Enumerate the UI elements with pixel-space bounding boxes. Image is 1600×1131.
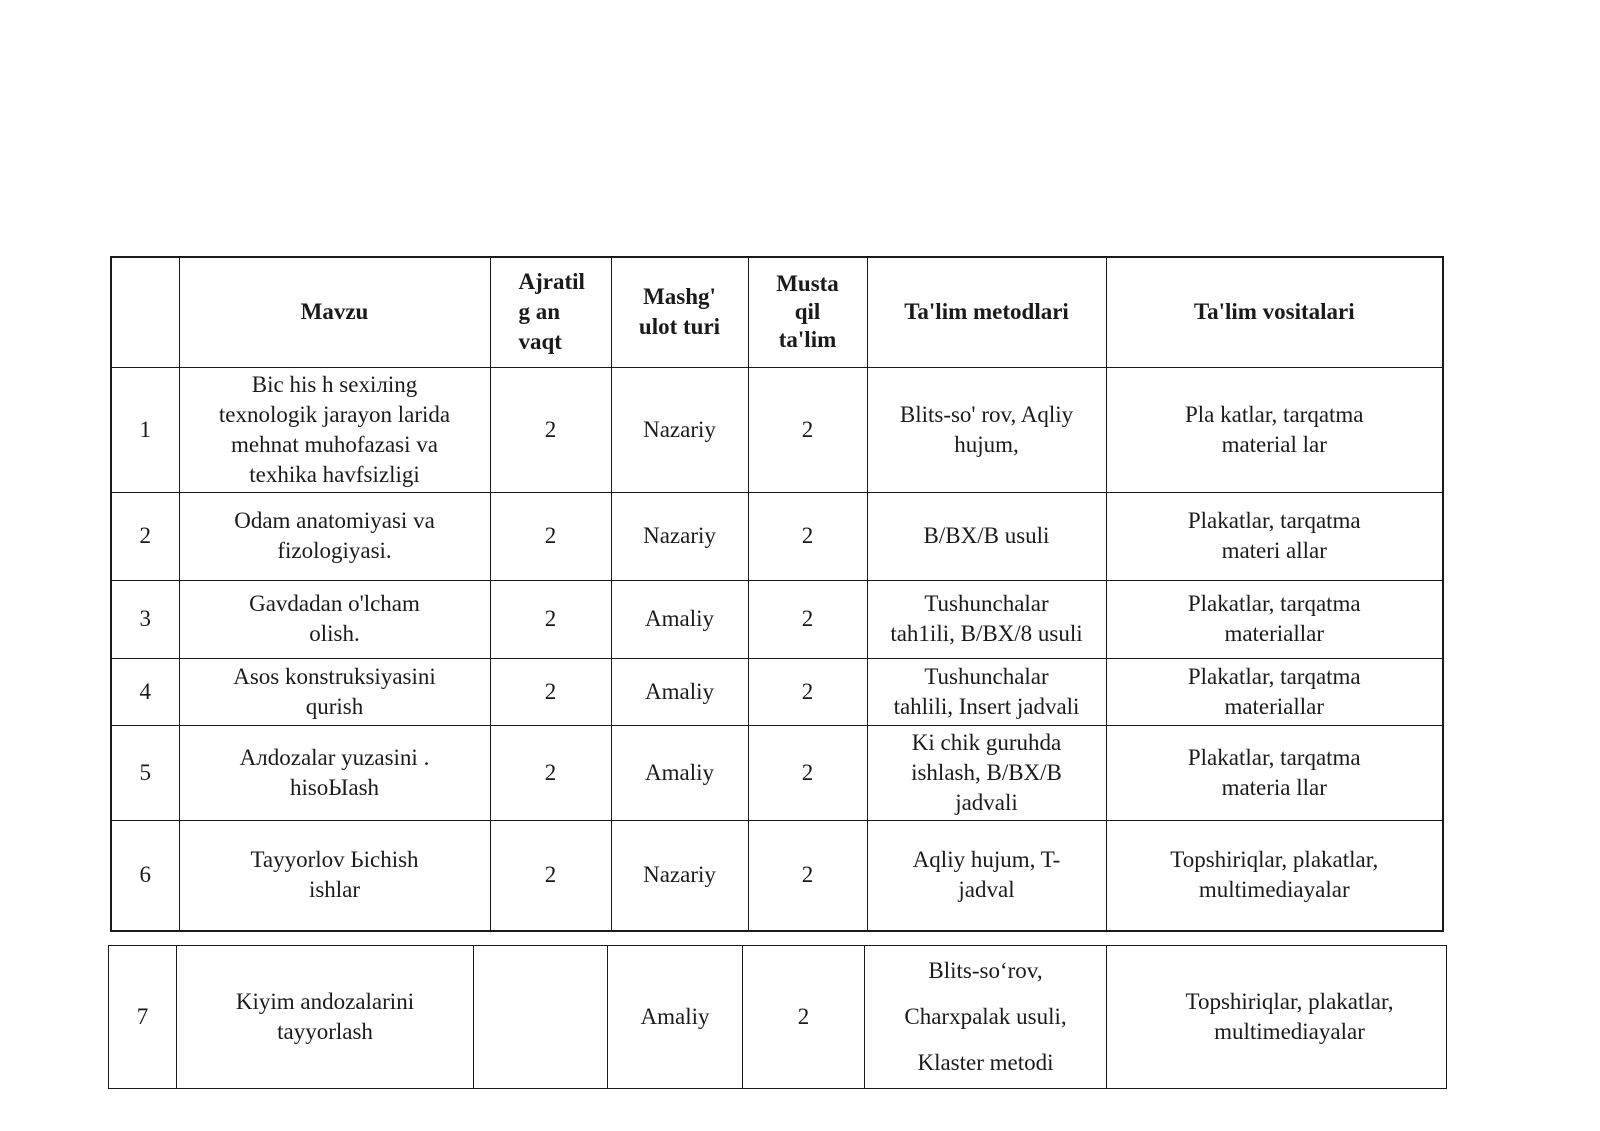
topic-cell: Gavdadan o'lcham olish. bbox=[179, 580, 490, 658]
row-number: 6 bbox=[111, 820, 179, 931]
header-time: Ajratil g an vaqt bbox=[490, 257, 611, 367]
topic-cell: Bic his h sexiлing texnologik jarayon larida mehnat muhofazasi va texhika havfsizligi bbox=[179, 367, 490, 492]
topic-cell: Tayyorlov Ьichish ishlar bbox=[179, 820, 490, 931]
header-self-study: Musta qil ta'lim bbox=[748, 257, 867, 367]
row-number: 4 bbox=[111, 658, 179, 725]
tools-cell: Pla katlar, tarqatma material lar bbox=[1106, 367, 1443, 492]
type-cell: Nazariy bbox=[611, 820, 748, 931]
time-cell: 2 bbox=[490, 820, 611, 931]
table-row bbox=[111, 725, 1443, 820]
lesson-plan-table bbox=[110, 256, 1444, 932]
header-topic: Mavzu bbox=[179, 257, 490, 367]
header-row bbox=[111, 257, 1443, 367]
tools-cell: Topshiriqlar, plakatlar, multimediayalar bbox=[1106, 820, 1443, 931]
tools-cell: Plakatlar, tarqatma materi allar bbox=[1106, 492, 1443, 580]
row-number: 5 bbox=[111, 725, 179, 820]
time-cell bbox=[474, 946, 608, 1089]
table-row bbox=[111, 367, 1443, 492]
table-row bbox=[111, 820, 1443, 931]
tools-cell: Topshiriqlar, plakatlar, multimediayalar bbox=[1107, 946, 1447, 1089]
self-study-cell: 2 bbox=[748, 820, 867, 931]
table-row bbox=[111, 658, 1443, 725]
header-num bbox=[111, 257, 179, 367]
time-cell: 2 bbox=[490, 492, 611, 580]
methods-cell: Aqliy hujum, T- jadval bbox=[867, 820, 1106, 931]
self-study-cell: 2 bbox=[748, 725, 867, 820]
topic-cell: Asos konstruksiyasini qurish bbox=[179, 658, 490, 725]
time-cell: 2 bbox=[490, 367, 611, 492]
self-study-cell: 2 bbox=[743, 946, 865, 1089]
self-study-cell: 2 bbox=[748, 658, 867, 725]
topic-cell: Odam anatomiyasi va fizologiyasi. bbox=[179, 492, 490, 580]
type-cell: Amaliy bbox=[611, 725, 748, 820]
time-cell: 2 bbox=[490, 580, 611, 658]
table-row bbox=[111, 580, 1443, 658]
lesson-plan-continuation-table bbox=[108, 945, 1447, 1089]
table-row bbox=[109, 946, 1447, 1089]
self-study-cell: 2 bbox=[748, 492, 867, 580]
method-item: Blits-so‘rov, bbox=[928, 958, 1043, 983]
methods-cell: Tushunchalar tah1ili, B/BX/8 usuli bbox=[867, 580, 1106, 658]
methods-cell bbox=[865, 946, 1107, 1089]
self-study-cell: 2 bbox=[748, 580, 867, 658]
tools-cell: Plakatlar, tarqatma materia llar bbox=[1106, 725, 1443, 820]
header-tools: Ta'lim vositalari bbox=[1106, 257, 1443, 367]
tools-cell: Plakatlar, tarqatma materiallar bbox=[1106, 580, 1443, 658]
header-type: Mashg' ulot turi bbox=[611, 257, 748, 367]
header-methods: Ta'lim metodlari bbox=[867, 257, 1106, 367]
row-number: 2 bbox=[111, 492, 179, 580]
type-cell: Amaliy bbox=[611, 658, 748, 725]
method-item: Charxpalak usuli, bbox=[904, 1004, 1067, 1029]
time-cell: 2 bbox=[490, 658, 611, 725]
method-item: Klaster metodi bbox=[917, 1050, 1054, 1075]
type-cell: Amaliy bbox=[611, 580, 748, 658]
methods-cell: Blits-so' rov, Aqliy hujum, bbox=[867, 367, 1106, 492]
type-cell: Amaliy bbox=[608, 946, 743, 1089]
type-cell: Nazariy bbox=[611, 492, 748, 580]
time-cell: 2 bbox=[490, 725, 611, 820]
row-number: 7 bbox=[109, 946, 177, 1089]
type-cell: Nazariy bbox=[611, 367, 748, 492]
topic-cell: Kiyim andozalarini tayyorlash bbox=[177, 946, 474, 1089]
methods-cell: Tushunchalar tahlili, Insert jadvali bbox=[867, 658, 1106, 725]
topic-cell: Aлdozalar yuzasini . hisoЫash bbox=[179, 725, 490, 820]
methods-cell: B/BX/B usuli bbox=[867, 492, 1106, 580]
methods-cell: Ki chik guruhda ishlash, B/BX/B jadvali bbox=[867, 725, 1106, 820]
tools-cell: Plakatlar, tarqatma materiallar bbox=[1106, 658, 1443, 725]
row-number: 1 bbox=[111, 367, 179, 492]
self-study-cell: 2 bbox=[748, 367, 867, 492]
table-row bbox=[111, 492, 1443, 580]
row-number: 3 bbox=[111, 580, 179, 658]
